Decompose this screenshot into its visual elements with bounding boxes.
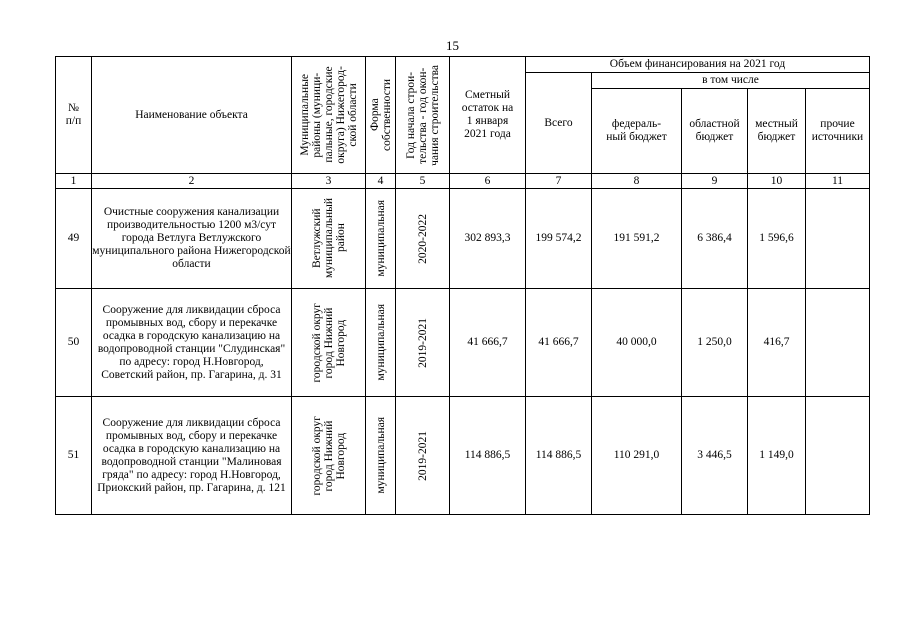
col-number: 5 (396, 174, 450, 189)
header-ownership-text: Форма собственности (368, 79, 393, 151)
page-number: 15 (446, 38, 459, 53)
header-other: прочие источники (806, 89, 870, 174)
row-regional: 3 446,5 (682, 397, 748, 515)
row-regional: 1 250,0 (682, 289, 748, 397)
table-row (56, 289, 870, 397)
row-ownership-text: муниципальная (374, 304, 387, 381)
row-ownership-text: муниципальная (374, 200, 387, 277)
header-num: № п/п (56, 57, 92, 174)
row-local: 416,7 (748, 289, 806, 397)
header-local: местный бюджет (748, 89, 806, 174)
row-years-text: 2019-2021 (416, 430, 429, 481)
table-row (56, 189, 870, 289)
col-number: 2 (92, 174, 292, 189)
row-district (292, 397, 366, 515)
row-ownership-text: муниципальная (374, 417, 387, 494)
row-district-text: городской округ город Нижний Новгород (310, 415, 347, 496)
row-total: 199 574,2 (526, 189, 592, 289)
row-years-text: 2020-2022 (416, 213, 429, 264)
col-number: 1 (56, 174, 92, 189)
row-regional: 6 386,4 (682, 189, 748, 289)
row-ownership (366, 289, 396, 397)
row-local: 1 596,6 (748, 189, 806, 289)
col-number: 11 (806, 174, 870, 189)
col-number: 10 (748, 174, 806, 189)
row-years (396, 189, 450, 289)
row-years-text: 2019-2021 (416, 317, 429, 368)
row-federal: 191 591,2 (592, 189, 682, 289)
row-num: 51 (56, 397, 92, 515)
table-row (56, 397, 870, 515)
row-other (806, 397, 870, 515)
row-years (396, 397, 450, 515)
header-district (292, 57, 366, 174)
header-remaining: Сметный остаток на 1 января 2021 года (450, 57, 526, 174)
header-years (396, 57, 450, 174)
row-remaining: 41 666,7 (450, 289, 526, 397)
col-number: 6 (450, 174, 526, 189)
header-total: Всего (526, 73, 592, 174)
row-name: Очистные сооружения канализации производительностью 1200 м3/сут города Ветлуга Ветлужского муниципального района Нижегородской области (92, 189, 292, 289)
row-ownership (366, 397, 396, 515)
header-district-text: Муниципальные районы (муници- пальные, городские округа) Нижегород- ской области (298, 66, 359, 164)
row-name: Сооружение для ликвидации сброса промывных вод, сбору и перекачке осадка в городскую канализацию на водопроводной станции "Слудинская" по адресу: город Н.Новгород, Советский район, пр. Гагарина, д. 31 (92, 289, 292, 397)
header-name: Наименование объекта (92, 57, 292, 174)
row-district-text: Ветлужский муниципальный район (310, 198, 347, 279)
row-remaining: 302 893,3 (450, 189, 526, 289)
row-total: 114 886,5 (526, 397, 592, 515)
header-federal: федераль- ный бюджет (592, 89, 682, 174)
col-number: 7 (526, 174, 592, 189)
row-district (292, 189, 366, 289)
row-name: Сооружение для ликвидации сброса промывных вод, сбору и перекачке осадка в городскую канализацию на водопроводной станции "Малиновая гряда" по адресу: город Н.Новгород, Приокский район, пр. Гагарина, д. 121 (92, 397, 292, 515)
col-number: 3 (292, 174, 366, 189)
header-including: в том числе (592, 73, 870, 89)
row-district (292, 289, 366, 397)
row-local: 1 149,0 (748, 397, 806, 515)
col-number: 8 (592, 174, 682, 189)
row-federal: 110 291,0 (592, 397, 682, 515)
col-number: 9 (682, 174, 748, 189)
header-years-text: Год начала строи- тельства - год окон- чания строительства (404, 64, 441, 166)
header-ownership (366, 57, 396, 174)
row-num: 50 (56, 289, 92, 397)
row-federal: 40 000,0 (592, 289, 682, 397)
row-remaining: 114 886,5 (450, 397, 526, 515)
row-other (806, 289, 870, 397)
header-regional: областной бюджет (682, 89, 748, 174)
row-num: 49 (56, 189, 92, 289)
row-years (396, 289, 450, 397)
row-other (806, 189, 870, 289)
row-total: 41 666,7 (526, 289, 592, 397)
row-district-text: городской округ город Нижний Новгород (310, 302, 347, 383)
financing-table (55, 56, 870, 515)
header-financing: Объем финансирования на 2021 год (526, 57, 870, 73)
col-number: 4 (366, 174, 396, 189)
row-ownership (366, 189, 396, 289)
